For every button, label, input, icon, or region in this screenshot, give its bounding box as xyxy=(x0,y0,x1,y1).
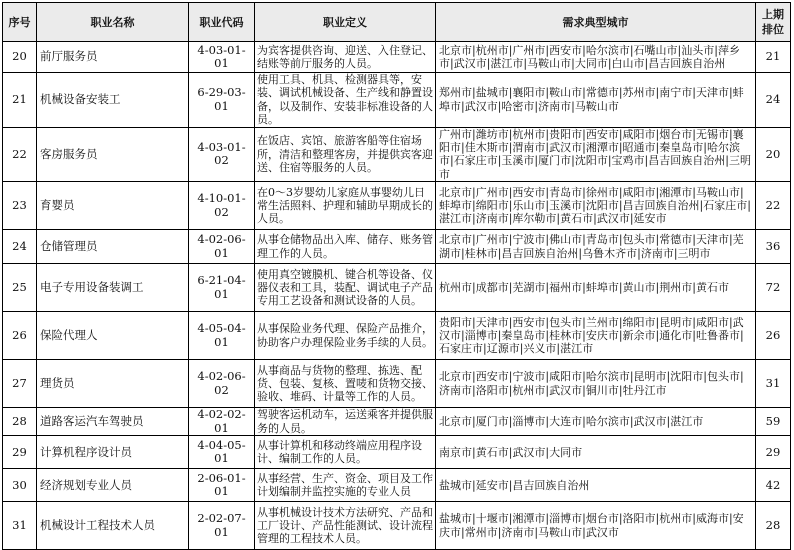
cell-previous-rank: 24 xyxy=(756,73,791,128)
table-row xyxy=(3,42,791,73)
cell-previous-rank: 59 xyxy=(756,408,791,436)
cell-occupation-name: 计算机程序设计员 xyxy=(37,436,189,469)
cell-previous-rank: 28 xyxy=(756,502,791,550)
cell-occupation-name: 经济规划专业人员 xyxy=(37,469,189,502)
table-row xyxy=(3,264,791,312)
cell-typical-cities: 盐城市|十堰市|湘潭市|淄博市|烟台市|洛阳市|杭州市|威海市|安庆市|常州市|济南市|马鞍山市|武汉市 xyxy=(436,502,756,550)
cell-previous-rank: 31 xyxy=(756,360,791,408)
cell-seq: 31 xyxy=(3,502,37,550)
header-previous-rank: 上期排位 xyxy=(756,3,791,42)
cell-seq: 28 xyxy=(3,408,37,436)
cell-previous-rank: 22 xyxy=(756,182,791,230)
cell-typical-cities: 北京市|西安市|宁波市|咸阳市|哈尔滨市|昆明市|沈阳市|包头市|济南市|洛阳市|杭州市|武汉市|铜川市|牡丹江市 xyxy=(436,360,756,408)
cell-seq: 30 xyxy=(3,469,37,502)
cell-definition: 使用工具、机具、检测器具等，安装、调试机械设备、生产线和静置设备，以及制作、安装非标准设备的人员。 xyxy=(255,73,436,128)
cell-occupation-code: 4-02-02-01 xyxy=(189,408,255,436)
cell-occupation-code: 4-04-05-01 xyxy=(189,436,255,469)
header-occupation-code: 职业代码 xyxy=(189,3,255,42)
cell-seq: 26 xyxy=(3,312,37,360)
cell-definition: 在饭店、宾馆、旅游客船等住宿场所，清洁和整理客房，并提供宾客迎送、住宿等服务的人员。 xyxy=(255,127,436,182)
cell-occupation-name: 理货员 xyxy=(37,360,189,408)
header-occupation-definition: 职业定义 xyxy=(255,3,436,42)
table-row xyxy=(3,312,791,360)
cell-occupation-code: 4-02-06-01 xyxy=(189,230,255,264)
header-seq: 序号 xyxy=(3,3,37,42)
cell-occupation-code: 4-03-01-02 xyxy=(189,127,255,182)
table-row xyxy=(3,360,791,408)
cell-typical-cities: 贵阳市|天津市|西安市|包头市|兰州市|绵阳市|昆明市|咸阳市|武汉市|淄博市|秦皇岛市|桂林市|安庆市|新余市|通化市|吐鲁番市|石家庄市|辽源市|兴义市|湛江市 xyxy=(436,312,756,360)
cell-occupation-name: 电子专用设备装调工 xyxy=(37,264,189,312)
cell-occupation-code: 4-10-01-02 xyxy=(189,182,255,230)
cell-definition: 在0～3岁婴幼儿家庭从事婴幼儿日常生活照料、护理和辅助早期成长的人员。 xyxy=(255,182,436,230)
cell-seq: 24 xyxy=(3,230,37,264)
cell-typical-cities: 杭州市|成都市|芜湖市|福州市|蚌埠市|黄山市|荆州市|黄石市 xyxy=(436,264,756,312)
cell-previous-rank: 29 xyxy=(756,436,791,469)
header-occupation-name: 职业名称 xyxy=(37,3,189,42)
cell-seq: 23 xyxy=(3,182,37,230)
cell-definition: 为宾客提供咨询、迎送、入住登记、结账等前厅服务的人员。 xyxy=(255,42,436,73)
cell-previous-rank: 42 xyxy=(756,469,791,502)
cell-occupation-name: 机械设计工程技术人员 xyxy=(37,502,189,550)
cell-seq: 29 xyxy=(3,436,37,469)
occupation-table-container xyxy=(2,2,790,550)
table-row xyxy=(3,182,791,230)
cell-definition: 从事商品与货物的整理、拣选、配货、包装、复核、置唛和货物交接、验收、堆码、计量等工作的人员。 xyxy=(255,360,436,408)
cell-typical-cities: 北京市|广州市|宁波市|佛山市|青岛市|包头市|常德市|天津市|芜湖市|桂林市|昌吉回族自治州|乌鲁木齐市|济南市|三明市 xyxy=(436,230,756,264)
cell-previous-rank: 26 xyxy=(756,312,791,360)
cell-occupation-code: 4-05-04-01 xyxy=(189,312,255,360)
cell-seq: 21 xyxy=(3,73,37,128)
cell-occupation-code: 4-03-01-01 xyxy=(189,42,255,73)
cell-occupation-name: 保险代理人 xyxy=(37,312,189,360)
table-row xyxy=(3,73,791,128)
cell-occupation-name: 机械设备安装工 xyxy=(37,73,189,128)
cell-definition: 从事机械设计技术方法研究、产品和工厂设计、产品性能测试、设计流程管理的工程技术人员。 xyxy=(255,502,436,550)
cell-typical-cities: 广州市|潍坊市|杭州市|贵阳市|西安市|咸阳市|烟台市|无锡市|襄阳市|佳木斯市|渭南市|武汉市|湘潭市|昭通市|秦皇岛市|哈尔滨市|石家庄市|玉溪市|厦门市|沈阳市|宝鸡市|昌吉回族自治州|三明市 xyxy=(436,127,756,182)
cell-occupation-code: 4-02-06-02 xyxy=(189,360,255,408)
cell-occupation-code: 2-06-01-01 xyxy=(189,469,255,502)
cell-typical-cities: 北京市|广州市|西安市|青岛市|徐州市|咸阳市|湘潭市|马鞍山市|蚌埠市|绵阳市|乐山市|玉溪市|沈阳市|昌吉回族自治州|石家庄市|湛江市|济南市|库尔勒市|黄石市|武汉市|延安市 xyxy=(436,182,756,230)
cell-definition: 从事仓储物品出入库、储存、账务管理工作的人员。 xyxy=(255,230,436,264)
cell-occupation-name: 仓储管理员 xyxy=(37,230,189,264)
table-row xyxy=(3,230,791,264)
table-row xyxy=(3,127,791,182)
cell-typical-cities: 北京市|厦门市|淄博市|大连市|哈尔滨市|武汉市|湛江市 xyxy=(436,408,756,436)
cell-definition: 从事保险业务代理、保险产品推介，协助客户办理保险业务手续的人员。 xyxy=(255,312,436,360)
cell-definition: 从事计算机和移动终端应用程序设计、编制工作的人员。 xyxy=(255,436,436,469)
cell-typical-cities: 盐城市|延安市|昌吉回族自治州 xyxy=(436,469,756,502)
cell-seq: 22 xyxy=(3,127,37,182)
cell-occupation-code: 2-02-07-01 xyxy=(189,502,255,550)
cell-definition: 从事经营、生产、资金、项目及工作计划编制并监控实施的专业人员 xyxy=(255,469,436,502)
cell-seq: 20 xyxy=(3,42,37,73)
cell-occupation-name: 育婴员 xyxy=(37,182,189,230)
cell-definition: 使用真空镀膜机、键合机等设备、仪器仪表和工具，装配、调试电子产品专用工艺设备和测试设备的人员。 xyxy=(255,264,436,312)
cell-previous-rank: 36 xyxy=(756,230,791,264)
cell-occupation-code: 6-21-04-01 xyxy=(189,264,255,312)
cell-previous-rank: 72 xyxy=(756,264,791,312)
cell-previous-rank: 21 xyxy=(756,42,791,73)
cell-seq: 27 xyxy=(3,360,37,408)
cell-occupation-name: 前厅服务员 xyxy=(37,42,189,73)
cell-occupation-code: 6-29-03-01 xyxy=(189,73,255,128)
cell-previous-rank: 20 xyxy=(756,127,791,182)
occupation-demand-table xyxy=(2,2,791,550)
table-row xyxy=(3,436,791,469)
table-header-row xyxy=(3,3,791,42)
cell-occupation-name: 客房服务员 xyxy=(37,127,189,182)
table-row xyxy=(3,408,791,436)
cell-definition: 驾驶客运机动车，运送乘客并提供服务的人员。 xyxy=(255,408,436,436)
table-row xyxy=(3,469,791,502)
cell-typical-cities: 南京市|黄石市|武汉市|大同市 xyxy=(436,436,756,469)
cell-typical-cities: 北京市|杭州市|广州市|西安市|哈尔滨市|石嘴山市|汕头市|萍乡市|武汉市|湛江市|马鞍山市|大同市|白山市|昌吉回族自治州 xyxy=(436,42,756,73)
table-row xyxy=(3,502,791,550)
cell-seq: 25 xyxy=(3,264,37,312)
cell-occupation-name: 道路客运汽车驾驶员 xyxy=(37,408,189,436)
header-typical-cities: 需求典型城市 xyxy=(436,3,756,42)
cell-typical-cities: 郑州市|盐城市|襄阳市|鞍山市|常德市|苏州市|南宁市|天津市|蚌埠市|武汉市|哈密市|济南市|马鞍山市 xyxy=(436,73,756,128)
